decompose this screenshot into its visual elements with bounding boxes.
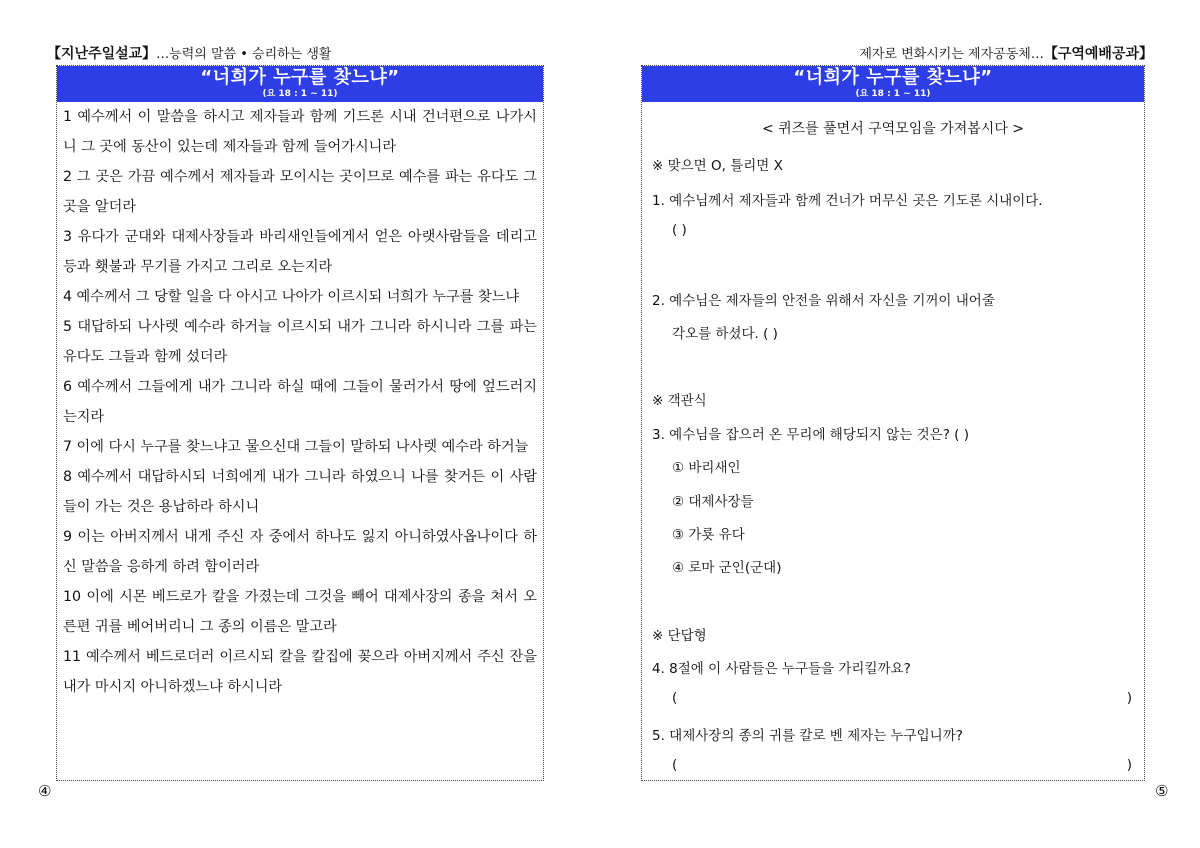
scripture-reference: (요 18 : 1 ~ 11) [262,89,338,99]
verse-8: 8 예수께서 대답하시되 너희에게 내가 그니라 하였으니 나를 찾거든 이 사람들이 가는 것은 용납하라 하시니 [63,469,537,515]
header-right [859,45,1153,64]
scripture-title: “너희가 누구를 찾느냐” [200,67,400,88]
open-paren: ( [672,757,678,773]
quiz-intro: < 퀴즈를 풀면서 구역모임을 가져봅시다 > [761,121,1025,137]
page-number-left: ④ [38,782,52,800]
header-left-bracket: 【지난주일설교】 [47,46,157,62]
question-5: 5. 대제사장의 종의 귀를 칼로 벤 제자는 누구입니까? [652,728,963,744]
question-5-answer-line [642,757,1144,773]
verse-5: 5 대답하되 나사렛 예수라 하거늘 이르시되 내가 그니라 하시니라 그를 파는 유다도 그들과 함께 섰더라 [63,319,537,365]
question-1-answer-blank: ( ) [672,222,687,238]
verse-1: 1 예수께서 이 말씀을 하시고 제자들과 함께 기드론 시내 건너편으로 나가시니 그 곳에 동산이 있는데 제자들과 함께 들어가시니라 [63,109,537,155]
question-2-continued: 각오를 하셨다. ( ) [672,326,778,342]
quiz-banner [642,66,1144,102]
verse-9: 9 이는 아버지께서 내게 주신 자 중에서 하나도 잃지 아니하였사옵나이다 하신 말씀을 응하게 하려 함이러라 [63,529,537,575]
verse-11: 11 예수께서 베드로더러 이르시되 칼을 칼집에 꽂으라 아버지께서 주신 잔을 내가 마시지 아니하겠느냐 하시니라 [63,649,537,695]
verse-6: 6 예수께서 그들에게 내가 그니라 하실 때에 그들이 물러가서 땅에 엎드러지는지라 [63,379,537,425]
option-2: ② 대제사장들 [672,494,754,510]
open-paren: ( [672,690,678,706]
sa-section-header: ※ 단답형 [652,628,707,644]
option-1: ① 바리새인 [672,460,741,476]
verse-7: 7 이에 다시 누구를 찾느냐고 물으신대 그들이 말하되 나사렛 예수라 하거늘 [63,439,529,455]
question-4: 4. 8절에 이 사람들은 누구들을 가리킬까요? [652,661,911,677]
header-left-text: …능력의 말씀 • 승리하는 생활 [156,47,332,62]
option-3: ③ 가룟 유다 [672,527,745,543]
verse-3: 3 유다가 군대와 대제사장들과 바리새인들에게서 얻은 아랫사람들을 데리고 등과 횃불과 무기를 가지고 그리로 오는지라 [63,229,537,275]
question-4-answer-line [642,690,1144,706]
question-3: 3. 예수님을 잡으러 온 무리에 해당되지 않는 것은? ( ) [652,427,969,443]
close-paren: ) [1126,757,1132,773]
scripture-banner [57,66,543,102]
question-1: 1. 예수님께서 제자들과 함께 건너가 머무신 곳은 기도론 시내이다. [652,193,1043,209]
verse-4: 4 예수께서 그 당할 일을 다 아시고 나아가 이르시되 너희가 누구를 찾느냐 [63,289,520,305]
page-number-right: ⑤ [1155,782,1169,800]
header-left [47,45,332,64]
mc-section-header: ※ 객관식 [652,393,707,409]
quiz-reference: (요 18 : 1 ~ 11) [855,89,931,99]
header-right-bracket: 【구역예배공과】 [1043,46,1153,62]
quiz-panel [641,65,1145,781]
scripture-panel [56,65,544,781]
verse-2: 2 그 곳은 가끔 예수께서 제자들과 모이시는 곳이므로 예수를 파는 유다도 그 곳을 알더라 [63,169,537,215]
close-paren: ) [1126,690,1132,706]
verse-list [57,102,543,702]
question-2: 2. 예수님은 제자들의 안전을 위해서 자신을 기꺼이 내어줄 [652,293,995,309]
header-right-text: 제자로 변화시키는 제자공동체… [859,47,1044,62]
quiz-title: “너희가 누구를 찾느냐” [793,67,993,88]
ox-section-header: ※ 맞으면 O, 틀리면 X [652,158,783,174]
verse-10: 10 이에 시몬 베드로가 칼을 가졌는데 그것을 빼어 대제사장의 종을 쳐서 오른편 귀를 베어버리니 그 종의 이름은 말고라 [63,589,537,635]
option-4: ④ 로마 군인(군대) [672,560,782,576]
